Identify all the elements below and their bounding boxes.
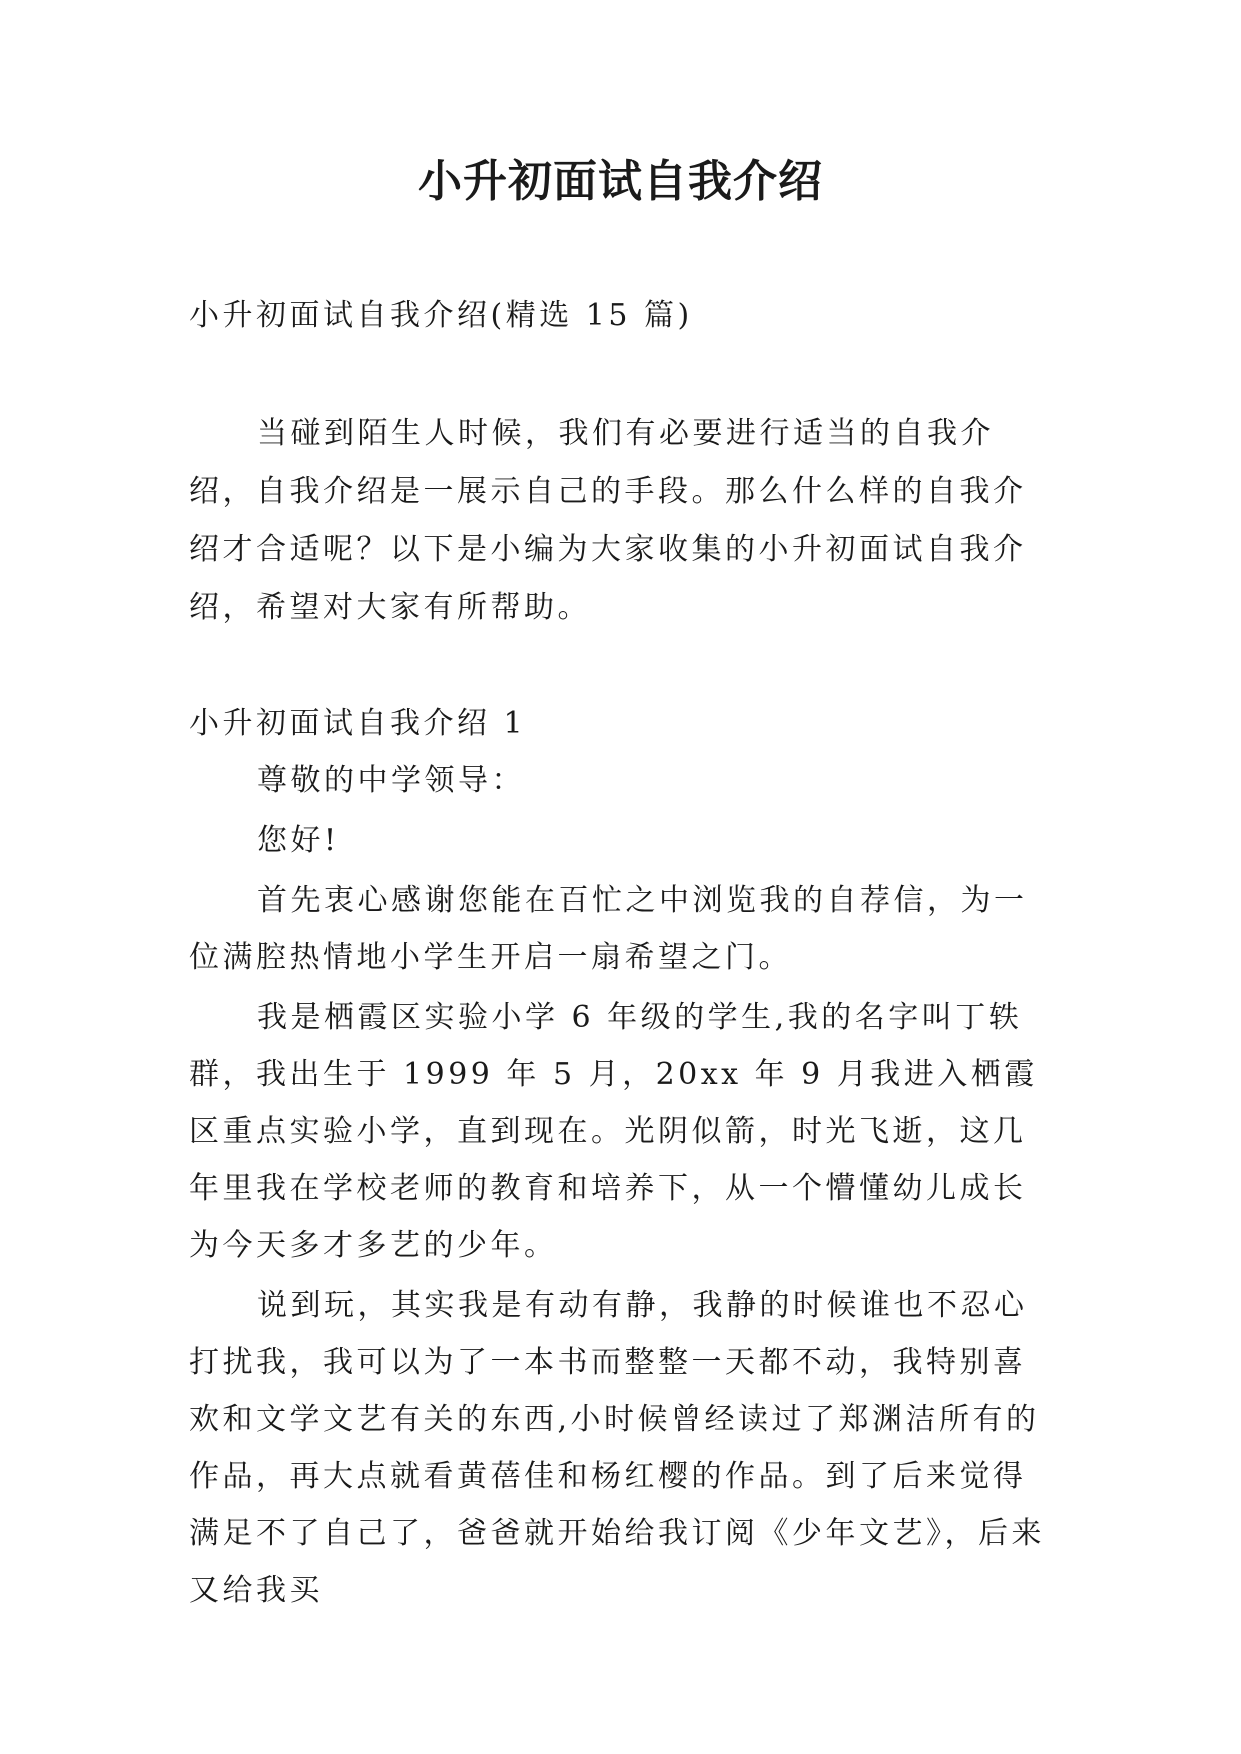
letter-paragraph: 我是栖霞区实验小学 6 年级的学生,我的名字叫丁轶群，我出生于 1999 年 5 月，20xx 年 9 月我进入栖霞区重点实验小学，直到现在。光阴似箭，时光飞逝，这几年里我在学校老师的教育和培养下，从一个懵懂幼儿成长为今天多才多艺的少年。 [189, 1000, 1038, 1263]
section-heading: 小升初面试自我介绍 1 [189, 706, 527, 741]
document-subtitle: 小升初面试自我介绍(精选 15 篇) [189, 298, 693, 333]
document-title: 小升初面试自我介绍 [418, 156, 823, 207]
intro-paragraph: 当碰到陌生人时候，我们有必要进行适当的自我介绍，自我介绍是一展示自己的手段。那么什么样的自我介绍才合适呢？以下是小编为大家收集的小升初面试自我介绍，希望对大家有所帮助。 [189, 416, 1027, 625]
letter-paragraph: 首先衷心感谢您能在百忙之中浏览我的自荐信，为一位满腔热情地小学生开启一扇希望之门。 [189, 883, 1028, 975]
greeting: 您好! [257, 823, 340, 858]
salutation: 尊敬的中学领导： [257, 763, 525, 798]
letter-paragraph: 说到玩，其实我是有动有静，我静的时候谁也不忍心打扰我，我可以为了一本书而整整一天都不动，我特别喜欢和文学文艺有关的东西,小时候曾经读过了郑渊洁所有的作品，再大点就看黄蓓佳和杨红樱的作品。到了后来觉得满足不了自己了，爸爸就开始给我订阅《少年文艺》，后来又给我买 [189, 1288, 1045, 1608]
letter-body [189, 752, 1053, 1622]
